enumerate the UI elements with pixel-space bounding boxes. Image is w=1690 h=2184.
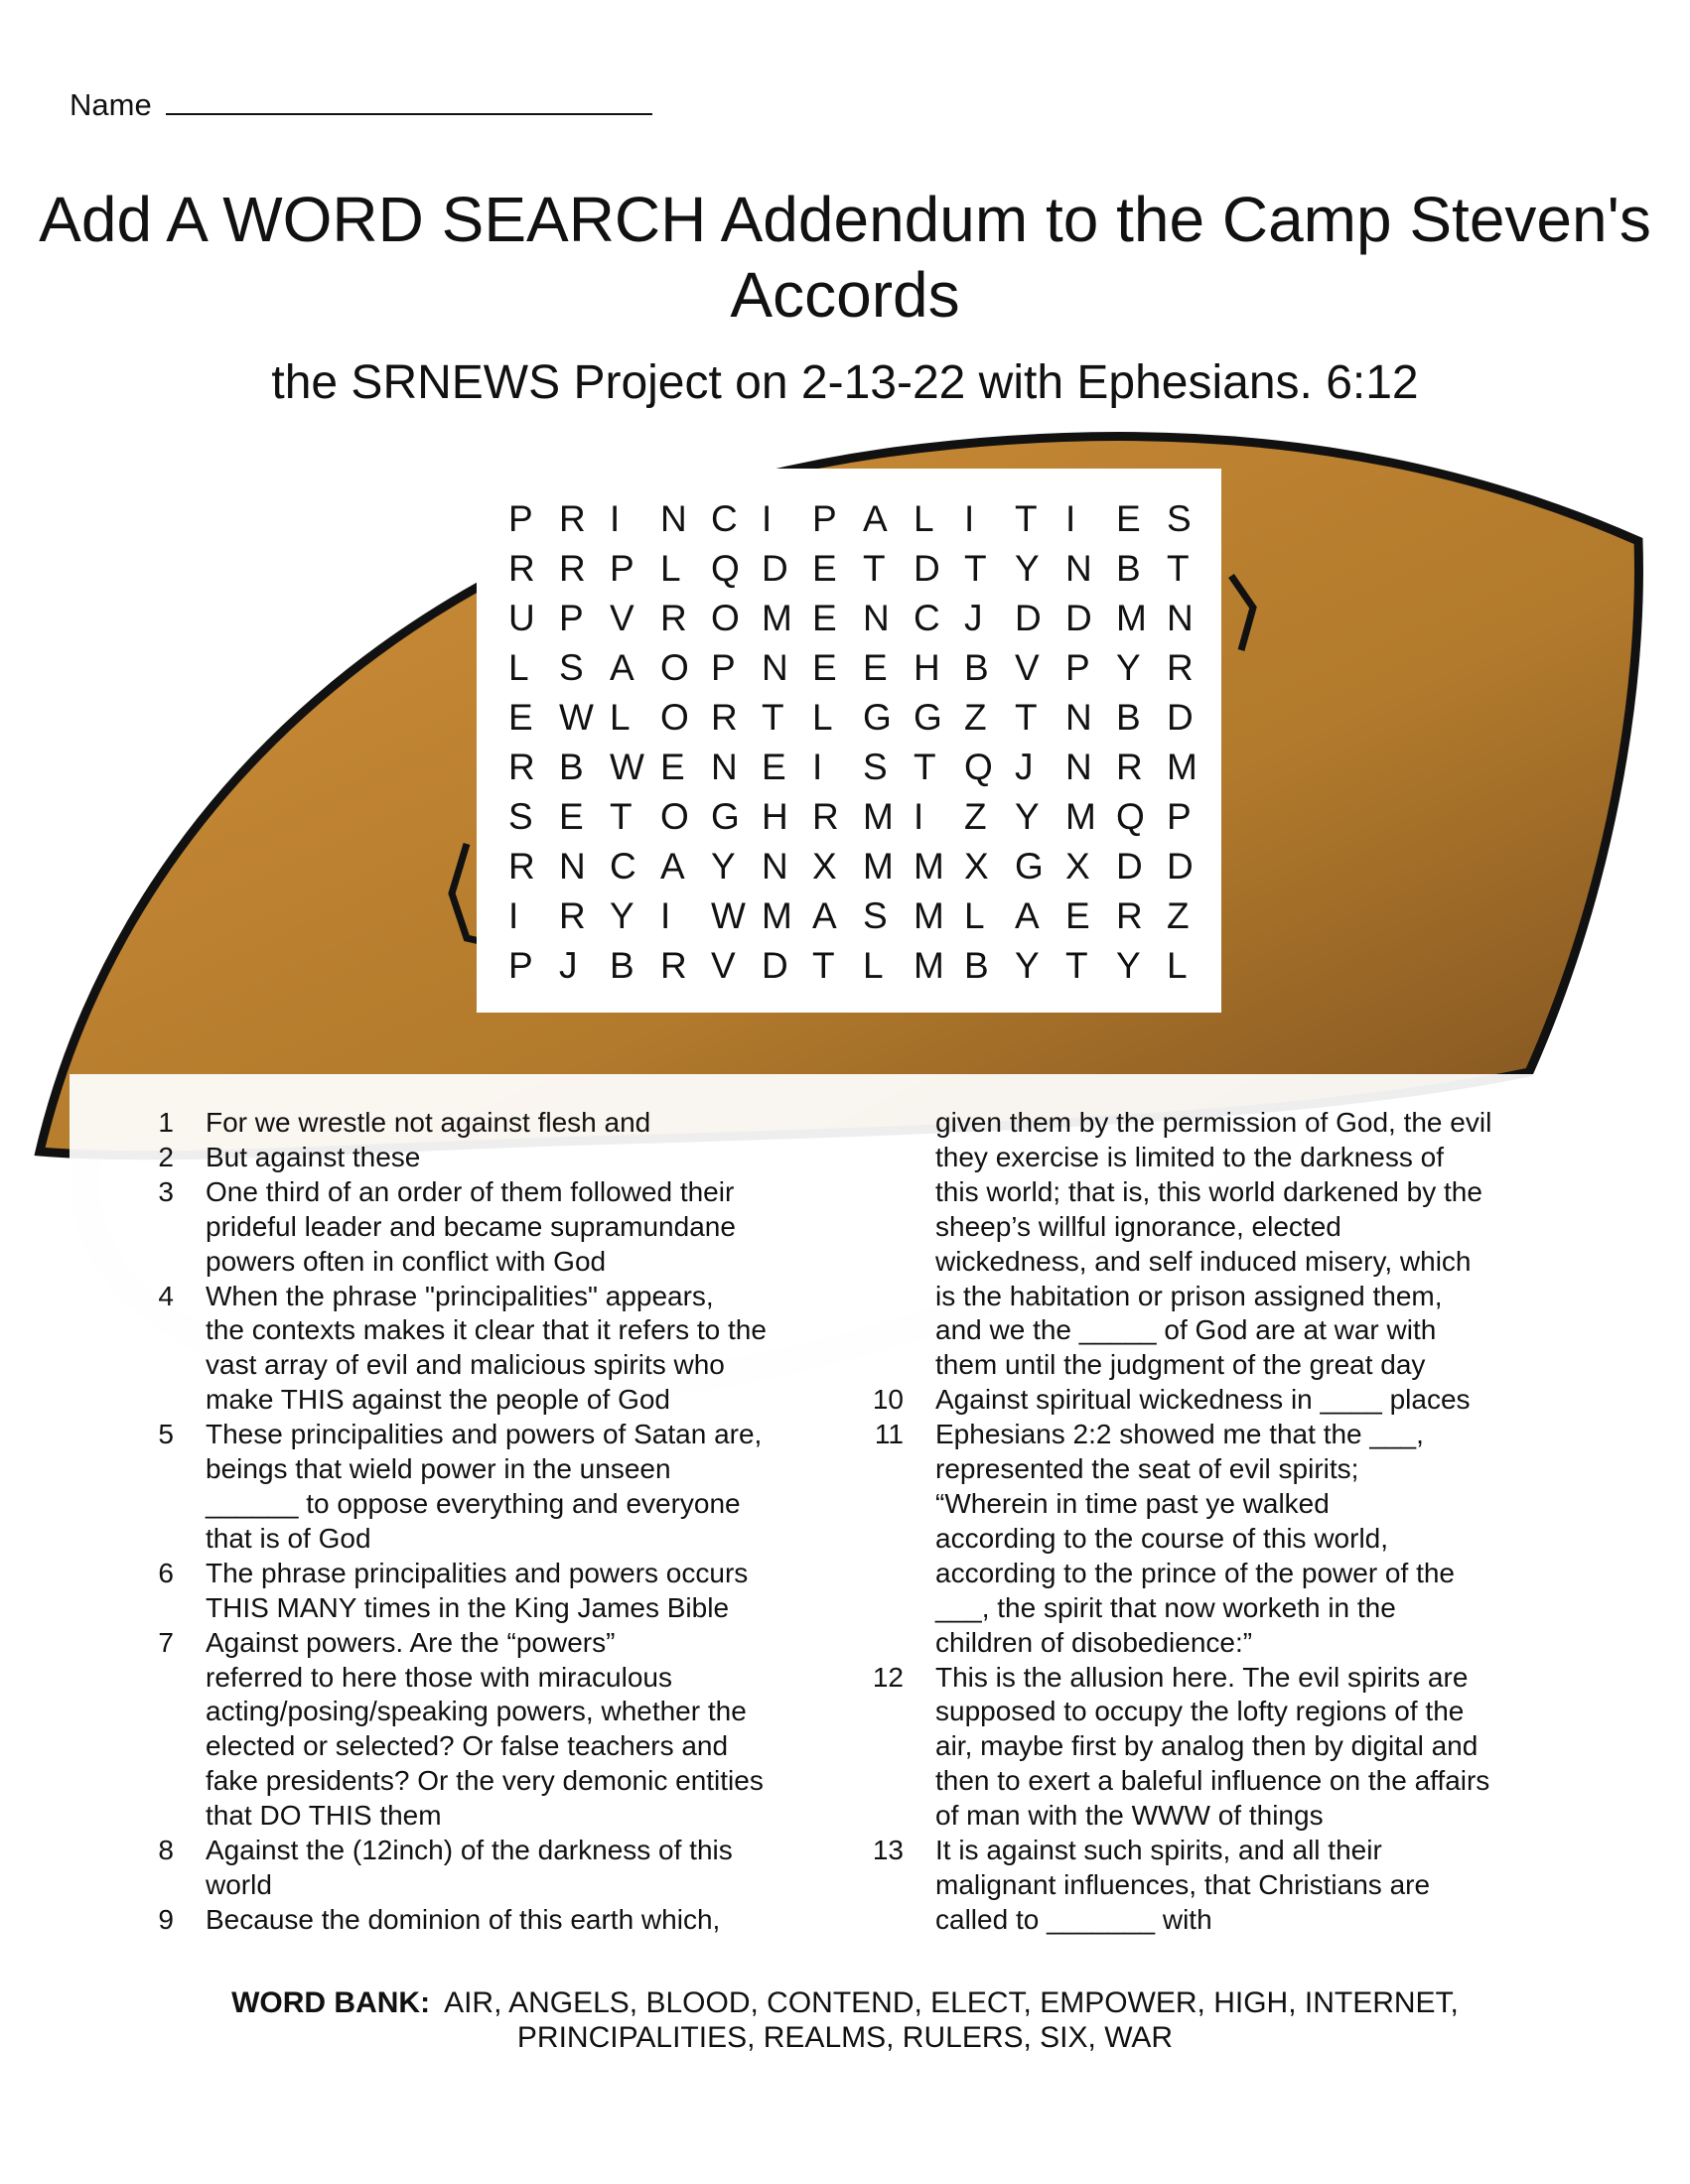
word-bank-label: WORD BANK: bbox=[231, 1986, 431, 2019]
grid-letter[interactable]: R bbox=[508, 747, 535, 787]
grid-letter[interactable]: T bbox=[610, 796, 633, 837]
clue-number: 12 bbox=[872, 1661, 904, 1693]
grid-letter[interactable]: A bbox=[1015, 895, 1040, 936]
grid-row bbox=[508, 941, 1221, 991]
grid-letter[interactable]: D bbox=[1167, 697, 1194, 738]
word-search-grid bbox=[477, 469, 1221, 1013]
clue-text: This is the allusion here. The evil spirits are supposed to occupy the lofty regions of the air, maybe first by analog then by digital and then to exert a baleful influence on the affairs of man with the WWW of things bbox=[935, 1661, 1490, 1832]
grid-letter[interactable]: C bbox=[914, 598, 940, 638]
grid-letter[interactable]: Z bbox=[964, 697, 987, 738]
grid-letter[interactable]: N bbox=[762, 846, 788, 887]
grid-letter[interactable]: B bbox=[964, 647, 989, 688]
grid-letter[interactable]: M bbox=[1065, 796, 1096, 837]
grid-letter[interactable]: R bbox=[660, 598, 687, 638]
grid-letter[interactable]: L bbox=[964, 895, 985, 936]
clue-item bbox=[859, 1834, 1584, 1938]
grid-letter[interactable]: J bbox=[964, 598, 983, 638]
word-bank-line-2: PRINCIPALITIES, REALMS, RULERS, SIX, WAR bbox=[516, 2021, 1174, 2054]
grid-letter[interactable]: R bbox=[508, 846, 535, 887]
grid-letter[interactable]: D bbox=[1065, 598, 1092, 638]
grid-letter[interactable]: P bbox=[610, 548, 634, 589]
word-bank-line-1: AIR, ANGELS, BLOOD, CONTEND, ELECT, EMPOWER, HIGH, INTERNET, bbox=[444, 1986, 1459, 2019]
grid-letter[interactable]: N bbox=[1065, 697, 1092, 738]
grid-letter[interactable]: L bbox=[863, 945, 884, 986]
clue-text: These principalities and powers of Satan are, beings that wield power in the unseen ______ to oppose everything and everyone that is of God bbox=[206, 1419, 763, 1554]
clue-text: For we wrestle not against flesh and bbox=[206, 1107, 651, 1138]
grid-letter[interactable]: M bbox=[914, 945, 944, 986]
grid-row bbox=[508, 544, 1221, 594]
grid-letter[interactable]: B bbox=[1116, 548, 1141, 589]
clue-text: Against the (12inch) of the darkness of this world bbox=[206, 1835, 733, 1900]
grid-letter[interactable]: L bbox=[812, 697, 833, 738]
grid-letter[interactable]: M bbox=[1116, 598, 1147, 638]
grid-letter[interactable]: P bbox=[812, 498, 837, 539]
clue-item bbox=[129, 1903, 844, 1938]
grid-letter[interactable]: N bbox=[1065, 747, 1092, 787]
clue-number: 7 bbox=[158, 1626, 174, 1658]
name-label: Name bbox=[70, 87, 152, 122]
grid-letter[interactable]: T bbox=[812, 945, 835, 986]
grid-row bbox=[508, 494, 1221, 544]
grid-letter[interactable]: A bbox=[610, 647, 634, 688]
grid-letter[interactable]: V bbox=[711, 945, 736, 986]
clue-number: 8 bbox=[158, 1835, 174, 1866]
grid-letter[interactable]: J bbox=[1015, 747, 1034, 787]
grid-letter[interactable]: X bbox=[1065, 846, 1090, 887]
clues-right-column bbox=[859, 1106, 1584, 1938]
grid-letter[interactable]: E bbox=[812, 647, 837, 688]
grid-letter[interactable]: N bbox=[762, 647, 788, 688]
grid-letter[interactable]: P bbox=[559, 598, 584, 638]
grid-letter[interactable]: V bbox=[610, 598, 634, 638]
grid-letter[interactable]: Y bbox=[1116, 945, 1141, 986]
clue-number: 9 bbox=[158, 1903, 174, 1935]
grid-letter[interactable]: M bbox=[914, 846, 944, 887]
grid-letter[interactable]: R bbox=[559, 498, 586, 539]
grid-letter[interactable]: E bbox=[1065, 895, 1090, 936]
grid-row bbox=[508, 891, 1221, 941]
grid-letter[interactable]: O bbox=[660, 796, 689, 837]
grid-letter[interactable]: M bbox=[762, 895, 792, 936]
grid-letter[interactable]: I bbox=[660, 895, 671, 936]
clue-text: When the phrase "principalities" appears, the contexts makes it clear that it refers to the vast array of evil and malicious spirits who make THIS against the people of God bbox=[206, 1280, 767, 1416]
grid-letter[interactable]: U bbox=[508, 598, 535, 638]
clue-item bbox=[129, 1418, 844, 1557]
grid-letter[interactable]: I bbox=[1065, 498, 1076, 539]
grid-letter[interactable]: T bbox=[914, 747, 936, 787]
grid-row bbox=[508, 693, 1221, 743]
grid-letter[interactable]: O bbox=[660, 647, 689, 688]
clue-text: One third of an order of them followed their prideful leader and became supramundane powers often in conflict with God bbox=[206, 1175, 736, 1277]
grid-letter[interactable]: B bbox=[964, 945, 989, 986]
grid-letter[interactable]: N bbox=[559, 846, 586, 887]
grid-letter[interactable]: L bbox=[660, 548, 681, 589]
grid-letter[interactable]: N bbox=[660, 498, 687, 539]
grid-letter[interactable]: G bbox=[914, 697, 942, 738]
grid-letter[interactable]: Q bbox=[964, 747, 993, 787]
grid-letter[interactable]: W bbox=[559, 697, 594, 738]
grid-letter[interactable]: I bbox=[914, 796, 924, 837]
grid-letter[interactable]: M bbox=[863, 846, 894, 887]
clue-number: 6 bbox=[158, 1557, 174, 1588]
clue-item bbox=[129, 1626, 844, 1834]
name-blank-line[interactable] bbox=[166, 87, 652, 115]
grid-letter[interactable]: E bbox=[1116, 498, 1141, 539]
grid-letter[interactable]: E bbox=[660, 747, 685, 787]
clue-9-continued: given them by the permission of God, the evil they exercise is limited to the darkness of this world; that is, this world darkened by the sheep’s willful ignorance, elected wickedness, and self induced misery, which is the habitation or prison assigned them, and we the _____ of God are at war with them until the judgment of the great day bbox=[935, 1107, 1492, 1381]
grid-letter[interactable]: N bbox=[863, 598, 890, 638]
grid-letter[interactable]: W bbox=[610, 747, 644, 787]
grid-letter[interactable]: R bbox=[508, 548, 535, 589]
clue-text: Because the dominion of this earth which, bbox=[206, 1903, 721, 1935]
grid-letter[interactable]: E bbox=[863, 647, 888, 688]
grid-letter[interactable]: E bbox=[508, 697, 533, 738]
clue-text: It is against such spirits, and all their malignant influences, that Christians are called to _______ with bbox=[935, 1835, 1431, 1935]
grid-letter[interactable]: C bbox=[711, 498, 738, 539]
grid-letter[interactable]: W bbox=[711, 895, 746, 936]
grid-row bbox=[508, 842, 1221, 891]
grid-letter[interactable]: I bbox=[508, 895, 519, 936]
grid-letter[interactable]: Y bbox=[1116, 647, 1141, 688]
clue-number: 1 bbox=[158, 1107, 174, 1138]
grid-letter[interactable]: V bbox=[1015, 647, 1040, 688]
grid-letter[interactable]: O bbox=[660, 697, 689, 738]
grid-letter[interactable]: L bbox=[610, 697, 631, 738]
clues-left-column bbox=[129, 1106, 844, 1938]
clue-number: 11 bbox=[874, 1419, 904, 1450]
grid-letter[interactable]: Y bbox=[711, 846, 736, 887]
grid-letter[interactable]: R bbox=[559, 548, 586, 589]
grid-letter[interactable]: G bbox=[863, 697, 892, 738]
grid-letter[interactable]: E bbox=[812, 548, 837, 589]
clue-number: 4 bbox=[158, 1280, 174, 1311]
grid-letter[interactable]: Y bbox=[1015, 548, 1040, 589]
clue-item bbox=[129, 1106, 844, 1141]
clue-text: Against powers. Are the “powers” referred to here those with miraculous acting/posing/speaking powers, whether the elected or selected? Or false teachers and fake presidents? Or the very demonic entities that DO THIS them bbox=[206, 1626, 764, 1832]
grid-letter[interactable]: D bbox=[1167, 846, 1194, 887]
grid-letter[interactable]: L bbox=[508, 647, 529, 688]
grid-letter[interactable]: R bbox=[559, 895, 586, 936]
grid-letter[interactable]: D bbox=[1015, 598, 1042, 638]
clue-number: 2 bbox=[158, 1141, 174, 1172]
grid-letter[interactable]: T bbox=[1167, 548, 1190, 589]
grid-letter[interactable]: R bbox=[711, 697, 738, 738]
grid-letter[interactable]: I bbox=[812, 747, 823, 787]
clue-text: The phrase principalities and powers occurs THIS MANY times in the King James Bible bbox=[206, 1557, 749, 1623]
grid-letter[interactable]: E bbox=[559, 796, 584, 837]
grid-letter[interactable]: X bbox=[812, 846, 837, 887]
grid-letter[interactable]: I bbox=[610, 498, 621, 539]
grid-letter[interactable]: R bbox=[1116, 895, 1143, 936]
grid-letter[interactable]: S bbox=[863, 747, 888, 787]
clue-item bbox=[859, 1383, 1584, 1418]
grid-letter[interactable]: A bbox=[812, 895, 837, 936]
clue-number: 13 bbox=[872, 1835, 904, 1866]
grid-letter[interactable]: H bbox=[914, 647, 940, 688]
clues-panel bbox=[70, 1074, 1688, 1968]
grid-letter[interactable]: A bbox=[863, 498, 888, 539]
grid-letter[interactable]: T bbox=[863, 548, 886, 589]
grid-letter[interactable]: R bbox=[1167, 647, 1194, 688]
grid-row bbox=[508, 792, 1221, 842]
grid-letter[interactable]: Y bbox=[1015, 796, 1040, 837]
grid-letter[interactable]: G bbox=[1015, 846, 1044, 887]
grid-letter[interactable]: C bbox=[610, 846, 636, 887]
grid-letter[interactable]: D bbox=[762, 548, 788, 589]
grid-letter[interactable]: T bbox=[1065, 945, 1088, 986]
grid-letter[interactable]: S bbox=[863, 895, 888, 936]
grid-letter[interactable]: M bbox=[762, 598, 792, 638]
grid-letter[interactable]: Z bbox=[964, 796, 987, 837]
grid-letter[interactable]: Q bbox=[1116, 796, 1145, 837]
clue-number: 10 bbox=[872, 1384, 904, 1416]
page-title: Add A WORD SEARCH Addendum to the Camp Steven's Accords bbox=[39, 184, 1651, 331]
grid-letter[interactable]: D bbox=[914, 548, 940, 589]
page-subtitle: the SRNEWS Project on 2-13-22 with Ephesians. 6:12 bbox=[271, 356, 1419, 409]
grid-letter[interactable]: T bbox=[1015, 697, 1038, 738]
grid-letter[interactable]: H bbox=[762, 796, 788, 837]
grid-letter[interactable]: O bbox=[711, 598, 740, 638]
grid-letter[interactable]: B bbox=[1116, 697, 1141, 738]
clue-item bbox=[129, 1280, 844, 1419]
clue-item bbox=[129, 1141, 844, 1175]
grid-letter[interactable]: Q bbox=[711, 548, 740, 589]
grid-letter[interactable]: M bbox=[914, 895, 944, 936]
grid-letter[interactable]: P bbox=[1065, 647, 1090, 688]
grid-letter[interactable]: P bbox=[1167, 796, 1192, 837]
grid-letter[interactable]: G bbox=[711, 796, 740, 837]
grid-letter[interactable]: X bbox=[964, 846, 989, 887]
word-bank bbox=[0, 1985, 1690, 2055]
grid-letter[interactable]: I bbox=[964, 498, 975, 539]
grid-letter[interactable]: P bbox=[508, 498, 533, 539]
grid-letter[interactable]: P bbox=[508, 945, 533, 986]
grid-letter[interactable]: S bbox=[559, 647, 584, 688]
grid-letter[interactable]: E bbox=[812, 598, 837, 638]
grid-letter[interactable]: D bbox=[1116, 846, 1143, 887]
grid-letter[interactable]: B bbox=[559, 747, 584, 787]
grid-letter[interactable]: T bbox=[762, 697, 784, 738]
grid-letter[interactable]: S bbox=[1167, 498, 1192, 539]
grid-letter[interactable]: Z bbox=[1167, 895, 1190, 936]
grid-letter[interactable]: L bbox=[914, 498, 934, 539]
clue-text: But against these bbox=[206, 1141, 421, 1172]
clue-number: 3 bbox=[158, 1175, 174, 1207]
grid-letter[interactable]: R bbox=[1116, 747, 1143, 787]
clue-number: 5 bbox=[158, 1419, 174, 1450]
grid-letter[interactable]: N bbox=[711, 747, 738, 787]
clue-item bbox=[129, 1175, 844, 1280]
clue-item bbox=[859, 1661, 1584, 1835]
grid-letter[interactable]: R bbox=[660, 945, 687, 986]
grid-letter[interactable]: E bbox=[762, 747, 786, 787]
name-field bbox=[70, 87, 652, 123]
grid-letter[interactable]: R bbox=[812, 796, 839, 837]
grid-letter[interactable]: D bbox=[762, 945, 788, 986]
grid-letter[interactable]: S bbox=[508, 796, 533, 837]
grid-letter[interactable]: N bbox=[1167, 598, 1194, 638]
grid-letter[interactable]: J bbox=[559, 945, 578, 986]
grid-letter[interactable]: B bbox=[610, 945, 634, 986]
grid-row bbox=[508, 594, 1221, 643]
grid-row bbox=[508, 643, 1221, 693]
clue-text: Ephesians 2:2 showed me that the ___, represented the seat of evil spirits; “Wherein in time past ye walked according to the course of this world, according to the prince of the power of the ___, the spirit that now worketh in the children of disobedience:” bbox=[935, 1419, 1455, 1658]
grid-letter[interactable]: Y bbox=[1015, 945, 1040, 986]
grid-letter[interactable]: T bbox=[964, 548, 987, 589]
grid-letter[interactable]: I bbox=[762, 498, 773, 539]
clue-text: Against spiritual wickedness in ____ places bbox=[935, 1384, 1471, 1416]
clue-item bbox=[859, 1418, 1584, 1660]
clue-item bbox=[129, 1834, 844, 1903]
grid-letter[interactable]: N bbox=[1065, 548, 1092, 589]
grid-letter[interactable]: M bbox=[863, 796, 894, 837]
grid-letter[interactable]: A bbox=[660, 846, 685, 887]
grid-letter[interactable]: P bbox=[711, 647, 736, 688]
grid-letter[interactable]: T bbox=[1015, 498, 1038, 539]
grid-letter[interactable]: M bbox=[1167, 747, 1197, 787]
grid-letter[interactable]: Y bbox=[610, 895, 634, 936]
clue-item bbox=[129, 1557, 844, 1626]
grid-row bbox=[508, 743, 1221, 792]
grid-letter[interactable]: L bbox=[1167, 945, 1188, 986]
